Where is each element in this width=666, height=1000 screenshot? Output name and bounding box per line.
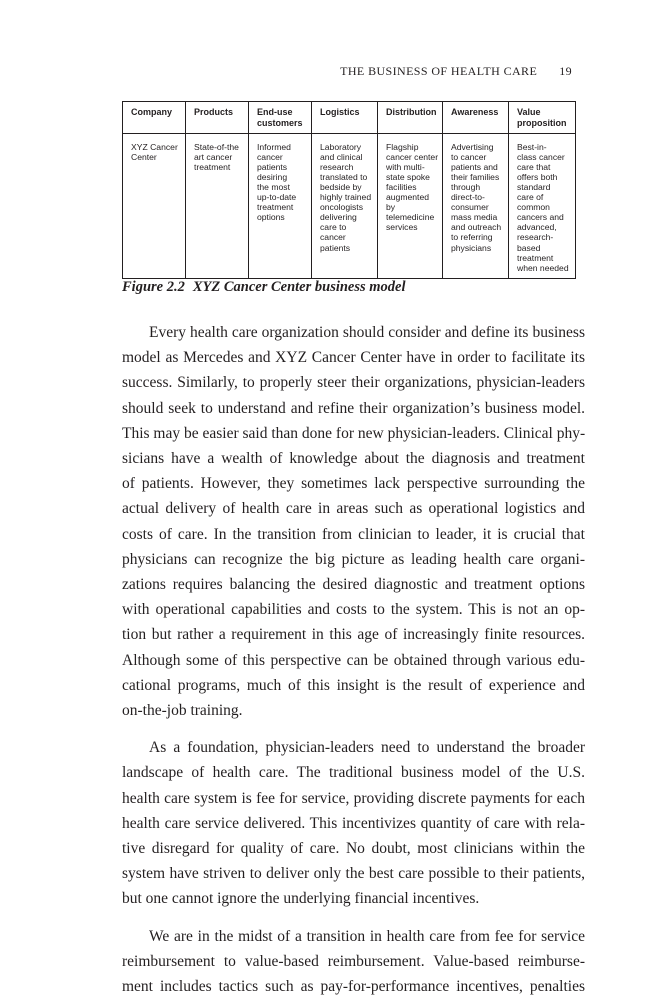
paragraph (122, 924, 585, 1000)
paragraph-line: of patients. However, they sometimes lack perspective surrounding the (122, 475, 585, 493)
table-cell-text: Advertising (451, 142, 494, 153)
paragraph-line: This may be easier said than done for new physician-leaders. Clinical phy- (122, 424, 586, 442)
paragraph-line: costs of care. In the transition from clinician to leader, it is crucial that (122, 525, 585, 543)
paragraph (122, 320, 585, 723)
paragraph-line: with operational capabilities and costs to the system. This is not an op- (122, 601, 585, 619)
table-cell-text: and outreach (451, 222, 502, 233)
table-cell-text: research (320, 162, 354, 173)
figure-caption-text: XYZ Cancer Center business model (192, 279, 406, 295)
table-cell-text: augmented (386, 192, 430, 203)
paragraph-line: but one cannot ignore the underlying financial incentives. (122, 890, 480, 908)
table-cell-text: oncologists (320, 202, 363, 213)
table-header-text: customers (257, 117, 303, 128)
paragraph (122, 735, 585, 911)
table-cell (509, 134, 576, 279)
paragraph-line: tion but rather a requirement in this age of increasingly finite resources. (122, 626, 585, 644)
table-header-cell (186, 102, 249, 134)
page-number: 19 (559, 64, 572, 78)
table-cell-text: options (257, 212, 285, 223)
table-cell-text: care of (517, 192, 544, 203)
table-header-cell (443, 102, 509, 134)
table-cell-text: Best-in- (517, 142, 547, 153)
paragraph-line: model as Mercedes and XYZ Cancer Center have in order to facilitate its (122, 349, 585, 367)
table-cell (249, 134, 312, 279)
table-cell-text: common (517, 202, 550, 213)
table-cell-text: desiring (257, 172, 288, 183)
table-cell-text: Informed (257, 142, 291, 153)
table-cell-text: cancer (320, 232, 346, 243)
table-cell-text: by (386, 202, 396, 213)
table-cell-text: telemedicine (386, 212, 435, 223)
table-cell-text: Laboratory (320, 142, 362, 153)
table-cell-text: State-of-the (194, 142, 239, 153)
paragraph-line: cational programs, much of this insight is the result of experience and (122, 676, 585, 694)
table-cell-text: cancers and (517, 212, 564, 223)
table-cell-text: physicians (451, 242, 492, 253)
table-cell-text: when needed (517, 262, 569, 273)
table-cell-text: and clinical (320, 152, 363, 163)
paragraph-line: health care system is fee for service, providing discrete payments for each (122, 789, 585, 807)
paragraph-line: We are in the midst of a transition in health care from fee for service (149, 927, 585, 945)
paragraph-line: Every health care organization should consider and define its business (149, 324, 585, 341)
paragraph-line: reimbursement to value-based reimbursement. Value-based reimburse- (122, 952, 585, 970)
table-cell-text: delivering (320, 212, 357, 223)
paragraph-line: ment includes tactics such as pay-for-performance incentives, penalties (122, 978, 585, 996)
paragraph-spacer (122, 723, 585, 735)
table-cell (123, 134, 186, 279)
table-cell (312, 134, 378, 279)
paragraph-line: As a foundation, physician-leaders need to understand the broader (149, 739, 585, 757)
table-cell-text: standard (517, 182, 551, 193)
paragraph-spacer (122, 912, 585, 924)
paragraph-line: sicians have a wealth of knowledge about the diagnosis and treatment (122, 450, 585, 468)
table-cell-text: to referring (451, 232, 493, 243)
figure-caption (122, 279, 406, 296)
table-cell-text: consumer (451, 202, 489, 213)
paragraph-line: system have striven to deliver only the best care possible to their patients, (122, 865, 585, 883)
table-cell (378, 134, 443, 279)
table-cell-text: translated to (320, 172, 368, 183)
table-cell-text: care that (517, 162, 551, 173)
table-cell-text: to cancer (451, 152, 487, 163)
table-cell-text: services (386, 222, 418, 233)
paragraph-line: Although some of this perspective can be obtained through various edu- (122, 651, 585, 669)
table-row (123, 134, 576, 279)
business-model-table-wrapper (122, 101, 575, 279)
table-cell-text: state spoke (386, 172, 430, 183)
paragraph-line: on-the-job training. (122, 702, 243, 720)
table-header-cell (123, 102, 186, 134)
table-cell-text: facilities (386, 182, 417, 193)
table-cell-text: XYZ Cancer (131, 142, 178, 153)
table-header-text: proposition (517, 117, 567, 128)
running-head-title: THE BUSINESS OF HEALTH CARE (340, 64, 538, 78)
table-cell (443, 134, 509, 279)
table-header-cell (378, 102, 443, 134)
table-cell-text: Flagship (386, 142, 419, 153)
business-model-table (122, 101, 576, 279)
paragraph-line: tive disregard for quality of care. No doubt, most clinicians within the (122, 840, 585, 858)
table-header-text: Products (194, 107, 234, 117)
table-cell-text: with multi- (386, 162, 425, 173)
table-cell-text: patients (320, 242, 351, 253)
table-cell-text: treatment (517, 252, 554, 263)
table-cell-text: the most (257, 182, 290, 193)
table-cell-text: direct-to- (451, 192, 485, 203)
figure-number: Figure 2.2 (122, 279, 185, 295)
table-header-cell (509, 102, 576, 134)
table-cell-text: their families (451, 172, 500, 183)
paragraph-line: should seek to understand and refine their organization’s business model. (122, 399, 585, 417)
table-header-cell (312, 102, 378, 134)
table-cell-text: care to (320, 222, 347, 233)
table-cell-text: advanced, (517, 222, 557, 233)
table-cell-text: patients (257, 162, 288, 173)
table-cell-text: bedside by (320, 182, 362, 193)
paragraph-line: actual delivery of health care in areas such as operational logistics and (122, 500, 585, 518)
paragraph-line: success. Similarly, to properly steer their organizations, physician-leaders (122, 374, 585, 392)
table-header-text: Company (131, 107, 173, 117)
table-header-text: End-use (257, 107, 293, 117)
table-cell-text: research- (517, 232, 554, 243)
table-cell-text: Center (131, 152, 157, 163)
table-cell-text: mass media (451, 212, 498, 223)
table-cell-text: through (451, 182, 481, 193)
table-cell-text: art cancer (194, 152, 233, 163)
table-cell (186, 134, 249, 279)
body-text (122, 320, 585, 999)
table-cell-text: patients and (451, 162, 498, 173)
paragraph-line: physicians can recognize the big picture as leading health care organi- (122, 550, 585, 568)
table-cell-text: cancer (257, 152, 283, 163)
table-cell-text: treatment (194, 162, 231, 173)
table-cell-text: cancer center (386, 152, 439, 163)
paragraph-line: zations requires balancing the desired diagnostic and treatment options (122, 576, 585, 594)
table-header-text: Distribution (386, 107, 437, 117)
table-header-text: Awareness (451, 107, 499, 117)
table-cell-text: treatment (257, 202, 294, 213)
table-cell-text: class cancer (517, 152, 565, 163)
table-header-text: Value (517, 107, 541, 117)
table-cell-text: highly trained (320, 192, 372, 203)
table-header-row (123, 102, 576, 134)
table-cell-text: up-to-date (257, 192, 297, 203)
paragraph-line: health care service delivered. This incentivizes quantity of care with rela- (122, 814, 585, 832)
paragraph-line: landscape of health care. The traditional business model of the U.S. (122, 764, 585, 782)
running-head (340, 64, 572, 79)
table-header-text: Logistics (320, 107, 360, 117)
table-cell-text: offers both (517, 172, 558, 183)
table-cell-text: based (517, 242, 541, 253)
table-header-cell (249, 102, 312, 134)
